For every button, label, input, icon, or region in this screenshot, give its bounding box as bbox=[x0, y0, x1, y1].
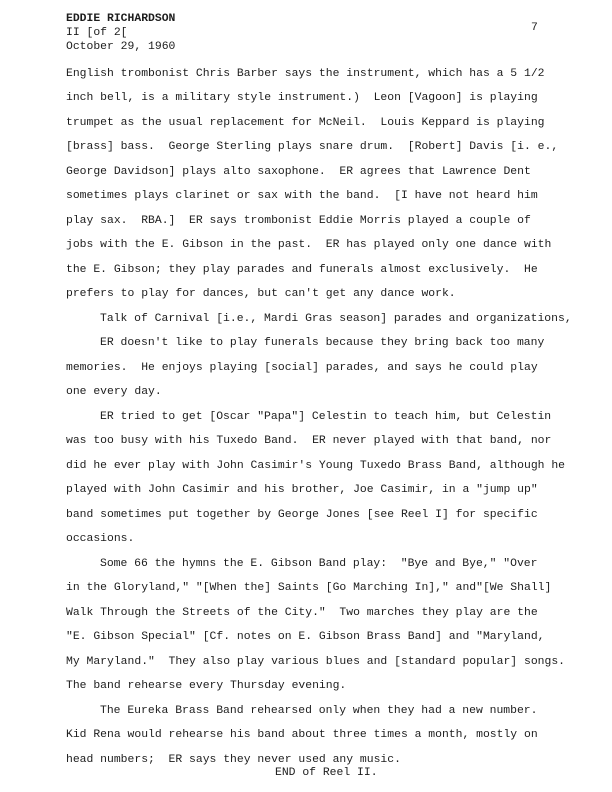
text-line: did he ever play with John Casimir's Young Tuxedo Brass Band, although he bbox=[66, 460, 565, 472]
text-line: jobs with the E. Gibson in the past. ER has played only one dance with bbox=[66, 239, 552, 251]
text-line: head numbers; ER says they never used any music. bbox=[66, 754, 401, 766]
text-line: play sax. RBA.] ER says trombonist Eddie Morris played a couple of bbox=[66, 215, 531, 227]
text-line: band sometimes put together by George Jones [see Reel I] for specific bbox=[66, 509, 538, 521]
text-line: Kid Rena would rehearse his band about three times a month, mostly on bbox=[66, 729, 538, 741]
text-line: [brass] bass. George Sterling plays snare drum. [Robert] Davis [i. e., bbox=[66, 141, 559, 153]
text-line: inch bell, is a military style instrument.) Leon [Vagoon] is playing bbox=[66, 92, 538, 104]
text-line: Talk of Carnival [i.e., Mardi Gras season] parades and organizations, bbox=[100, 313, 572, 325]
text-line: one every day. bbox=[66, 386, 162, 398]
text-line: My Maryland." They also play various blues and [standard popular] songs. bbox=[66, 656, 565, 668]
text-line: The Eureka Brass Band rehearsed only when they had a new number. bbox=[100, 705, 538, 717]
end-of-reel: END of Reel II. bbox=[275, 767, 378, 779]
text-line: ER tried to get [Oscar "Papa"] Celestin to teach him, but Celestin bbox=[100, 411, 552, 423]
text-line: memories. He enjoys playing [social] parades, and says he could play bbox=[66, 362, 538, 374]
text-line: in the Gloryland," "[When the] Saints [Go Marching In]," and"[We Shall] bbox=[66, 582, 552, 594]
page-header bbox=[66, 12, 175, 54]
page-number: 7 bbox=[531, 22, 538, 34]
text-line: trumpet as the usual replacement for McNeil. Louis Keppard is playing bbox=[66, 117, 545, 129]
interviewee-name: EDDIE RICHARDSON bbox=[66, 13, 176, 25]
text-line: was too busy with his Tuxedo Band. ER never played with that band, nor bbox=[66, 435, 552, 447]
text-line: sometimes plays clarinet or sax with the band. [I have not heard him bbox=[66, 190, 538, 202]
text-line: ER doesn't like to play funerals because they bring back too many bbox=[100, 337, 545, 349]
text-line: "E. Gibson Special" [Cf. notes on E. Gibson Brass Band] and "Maryland, bbox=[66, 631, 545, 643]
text-line: Walk Through the Streets of the City." Two marches they play are the bbox=[66, 607, 538, 619]
text-line: The band rehearse every Thursday evening. bbox=[66, 680, 347, 692]
text-line: English trombonist Chris Barber says the instrument, which has a 5 1/2 bbox=[66, 68, 545, 80]
interview-date: October 29, 1960 bbox=[66, 41, 176, 53]
text-line: George Davidson] plays alto saxophone. ER agrees that Lawrence Dent bbox=[66, 166, 531, 178]
reel-label: II [of 2[ bbox=[66, 27, 128, 39]
text-line: played with John Casimir and his brother, Joe Casimir, in a "jump up" bbox=[66, 484, 538, 496]
text-line: Some 66 the hymns the E. Gibson Band play: "Bye and Bye," "Over bbox=[100, 558, 538, 570]
text-line: occasions. bbox=[66, 533, 135, 545]
text-line: prefers to play for dances, but can't get any dance work. bbox=[66, 288, 456, 300]
text-line: the E. Gibson; they play parades and funerals almost exclusively. He bbox=[66, 264, 538, 276]
